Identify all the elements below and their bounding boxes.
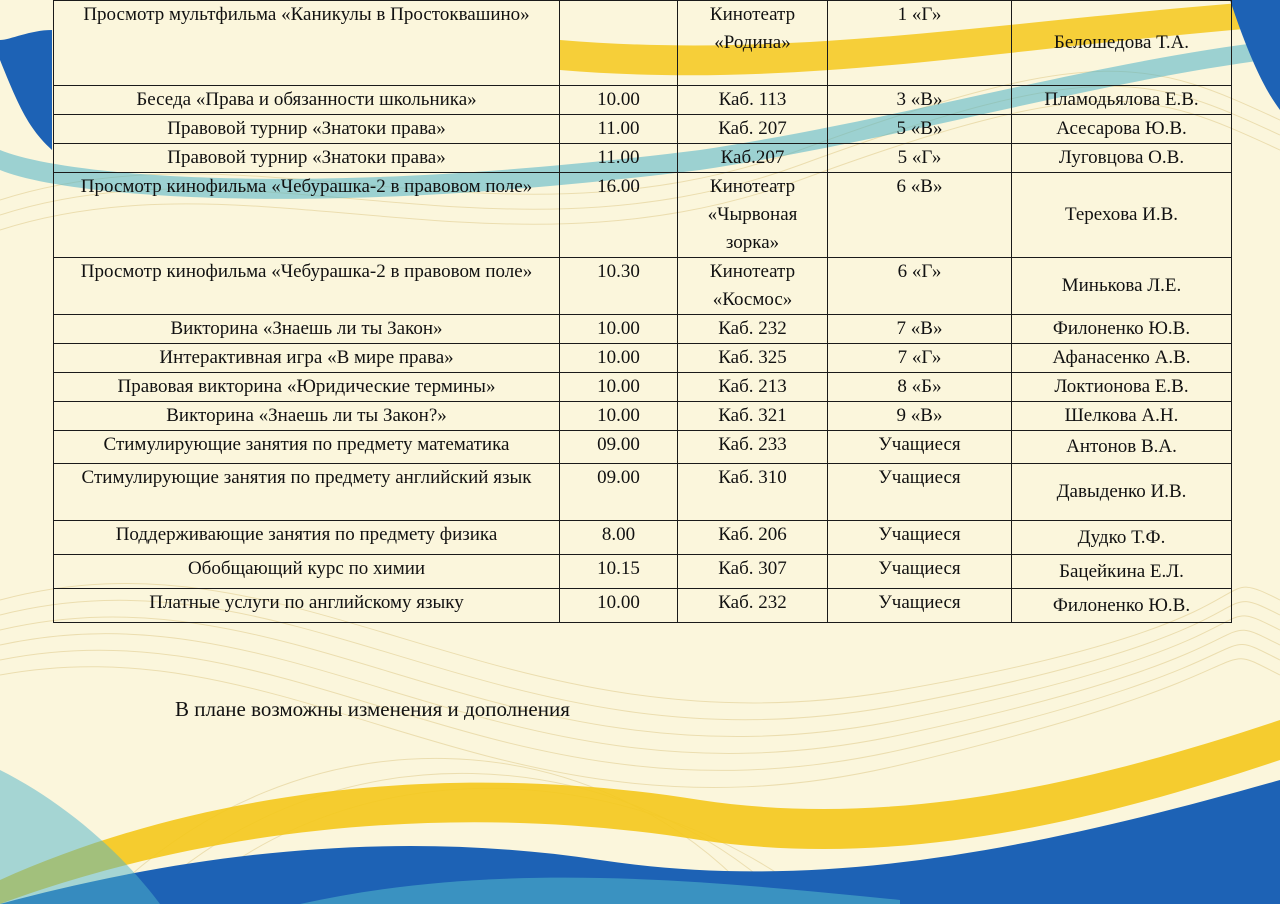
class-cell: 5 «В» <box>828 115 1012 144</box>
event-cell: Интерактивная игра «В мире права» <box>54 344 560 373</box>
class-cell: 6 «Г» <box>828 258 1012 315</box>
table-row <box>54 1 1232 86</box>
class-cell: 8 «Б» <box>828 373 1012 402</box>
time-cell: 16.00 <box>560 173 678 258</box>
time-cell: 11.00 <box>560 144 678 173</box>
schedule-table-body <box>54 1 1232 623</box>
table-row <box>54 315 1232 344</box>
class-cell: Учащиеся <box>828 521 1012 555</box>
table-row <box>54 402 1232 431</box>
place-cell: Каб. 325 <box>678 344 828 373</box>
place-cell: Каб.207 <box>678 144 828 173</box>
schedule-table <box>53 0 1232 623</box>
place-cell: Каб. 232 <box>678 315 828 344</box>
event-cell: Просмотр кинофильма «Чебурашка-2 в правовом поле» <box>54 173 560 258</box>
table-row <box>54 344 1232 373</box>
teacher-cell: Давыденко И.В. <box>1012 464 1232 521</box>
place-cell: Каб. 321 <box>678 402 828 431</box>
event-cell: Беседа «Права и обязанности школьника» <box>54 86 560 115</box>
place-cell: Каб. 113 <box>678 86 828 115</box>
teacher-cell: Бацейкина Е.Л. <box>1012 555 1232 589</box>
class-cell: 3 «В» <box>828 86 1012 115</box>
table-row <box>54 144 1232 173</box>
class-cell: 6 «В» <box>828 173 1012 258</box>
time-cell: 10.00 <box>560 344 678 373</box>
event-cell: Поддерживающие занятия по предмету физика <box>54 521 560 555</box>
time-cell <box>560 1 678 86</box>
class-cell: 7 «В» <box>828 315 1012 344</box>
footer-note: В плане возможны изменения и дополнения <box>175 697 570 721</box>
time-cell: 10.00 <box>560 373 678 402</box>
event-cell: Правовой турнир «Знатоки права» <box>54 144 560 173</box>
time-cell: 10.00 <box>560 589 678 623</box>
teacher-cell: Шелкова А.Н. <box>1012 402 1232 431</box>
event-cell: Правовой турнир «Знатоки права» <box>54 115 560 144</box>
table-row <box>54 431 1232 464</box>
table-row <box>54 555 1232 589</box>
time-cell: 11.00 <box>560 115 678 144</box>
event-cell: Стимулирующие занятия по предмету математика <box>54 431 560 464</box>
table-row <box>54 173 1232 258</box>
place-cell: Каб. 206 <box>678 521 828 555</box>
class-cell: 5 «Г» <box>828 144 1012 173</box>
time-cell: 8.00 <box>560 521 678 555</box>
class-cell: 7 «Г» <box>828 344 1012 373</box>
time-cell: 10.00 <box>560 402 678 431</box>
teacher-cell: Пламодьялова Е.В. <box>1012 86 1232 115</box>
place-cell: Каб. 232 <box>678 589 828 623</box>
table-row <box>54 464 1232 521</box>
teacher-cell: Локтионова Е.В. <box>1012 373 1232 402</box>
class-cell: Учащиеся <box>828 431 1012 464</box>
teacher-cell: Антонов В.А. <box>1012 431 1232 464</box>
place-cell: Кинотеатр «Космос» <box>678 258 828 315</box>
teacher-cell: Белошедова Т.А. <box>1012 1 1232 86</box>
place-cell: Каб. 307 <box>678 555 828 589</box>
teacher-cell: Дудко Т.Ф. <box>1012 521 1232 555</box>
event-cell: Викторина «Знаешь ли ты Закон?» <box>54 402 560 431</box>
event-cell: Стимулирующие занятия по предмету английский язык <box>54 464 560 521</box>
event-cell: Просмотр мультфильма «Каникулы в Простоквашино» <box>54 1 560 86</box>
table-row <box>54 86 1232 115</box>
class-cell: 9 «В» <box>828 402 1012 431</box>
place-cell: Каб. 310 <box>678 464 828 521</box>
place-cell: Кинотеатр «Родина» <box>678 1 828 86</box>
table-row <box>54 521 1232 555</box>
teacher-cell: Терехова И.В. <box>1012 173 1232 258</box>
event-cell: Обобщающий курс по химии <box>54 555 560 589</box>
time-cell: 10.00 <box>560 86 678 115</box>
teacher-cell: Луговцова О.В. <box>1012 144 1232 173</box>
time-cell: 10.15 <box>560 555 678 589</box>
event-cell: Правовая викторина «Юридические термины» <box>54 373 560 402</box>
teacher-cell: Афанасенко А.В. <box>1012 344 1232 373</box>
event-cell: Викторина «Знаешь ли ты Закон» <box>54 315 560 344</box>
event-cell: Просмотр кинофильма «Чебурашка-2 в правовом поле» <box>54 258 560 315</box>
time-cell: 09.00 <box>560 431 678 464</box>
teacher-cell: Асесарова Ю.В. <box>1012 115 1232 144</box>
place-cell: Каб. 233 <box>678 431 828 464</box>
table-row <box>54 589 1232 623</box>
place-cell: Каб. 213 <box>678 373 828 402</box>
teacher-cell: Минькова Л.Е. <box>1012 258 1232 315</box>
place-cell: Каб. 207 <box>678 115 828 144</box>
class-cell: Учащиеся <box>828 555 1012 589</box>
time-cell: 10.30 <box>560 258 678 315</box>
time-cell: 09.00 <box>560 464 678 521</box>
class-cell: 1 «Г» <box>828 1 1012 86</box>
time-cell: 10.00 <box>560 315 678 344</box>
class-cell: Учащиеся <box>828 464 1012 521</box>
class-cell: Учащиеся <box>828 589 1012 623</box>
teacher-cell: Филоненко Ю.В. <box>1012 589 1232 623</box>
place-cell: Кинотеатр «Чырвоная зорка» <box>678 173 828 258</box>
teacher-cell: Филоненко Ю.В. <box>1012 315 1232 344</box>
event-cell: Платные услуги по английскому языку <box>54 589 560 623</box>
table-row <box>54 115 1232 144</box>
table-row <box>54 258 1232 315</box>
table-row <box>54 373 1232 402</box>
